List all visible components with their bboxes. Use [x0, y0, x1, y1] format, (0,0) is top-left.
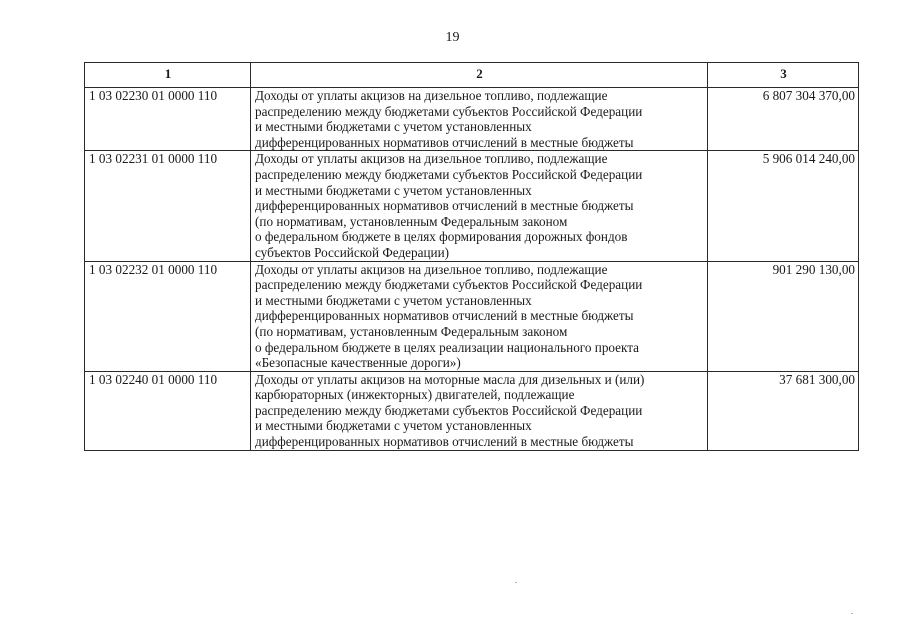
budget-code: 1 03 02240 01 0000 110	[85, 371, 251, 450]
revenue-description	[251, 261, 708, 371]
budget-code: 1 03 02231 01 0000 110	[85, 151, 251, 261]
description-line: карбюраторных (инжекторных) двигателей, подлежащие	[255, 387, 575, 403]
description-line: Доходы от уплаты акцизов на дизельное топливо, подлежащие	[255, 151, 608, 167]
description-line: и местными бюджетами с учетом установленных	[255, 418, 532, 434]
description-line: дифференцированных нормативов отчислений в местные бюджеты	[255, 308, 634, 324]
description-line: Доходы от уплаты акцизов на моторные масла для дизельных и (или)	[255, 371, 645, 387]
revenue-amount: 6 807 304 370,00	[708, 88, 859, 151]
revenue-amount: 5 906 014 240,00	[708, 151, 859, 261]
description-line: «Безопасные качественные дороги»)	[255, 355, 461, 371]
revenue-description	[251, 151, 708, 261]
description-line: о федеральном бюджете в целях реализации национального проекта	[255, 339, 640, 355]
description-line: дифференцированных нормативов отчислений в местные бюджеты	[255, 134, 634, 150]
description-line: (по нормативам, установленным Федеральным законом	[255, 323, 568, 339]
budget-code: 1 03 02232 01 0000 110	[85, 261, 251, 371]
revenue-description	[251, 371, 708, 450]
description-line: и местными бюджетами с учетом установленных	[255, 292, 532, 308]
column-header-1: 1	[85, 63, 251, 88]
column-header-3: 3	[708, 63, 859, 88]
description-line: о федеральном бюджете в целях формирования дорожных фондов	[255, 229, 628, 245]
budget-revenue-table	[84, 62, 859, 451]
table-row	[85, 88, 859, 151]
description-line: и местными бюджетами с учетом установленных	[255, 182, 532, 198]
column-header-2: 2	[251, 63, 708, 88]
revenue-description	[251, 88, 708, 151]
description-line: дифференцированных нормативов отчислений в местные бюджеты	[255, 198, 634, 214]
revenue-amount: 37 681 300,00	[708, 371, 859, 450]
description-line: распределению между бюджетами субъектов Российской Федерации	[255, 402, 643, 418]
table-row	[85, 261, 859, 371]
table-row	[85, 151, 859, 261]
table-header-row	[85, 63, 859, 88]
budget-code: 1 03 02230 01 0000 110	[85, 88, 251, 151]
description-line: дифференцированных нормативов отчислений в местные бюджеты	[255, 434, 634, 450]
table-row	[85, 371, 859, 450]
revenue-amount: 901 290 130,00	[708, 261, 859, 371]
description-line: (по нормативам, установленным Федеральным законом	[255, 213, 568, 229]
description-line: и местными бюджетами с учетом установленных	[255, 119, 532, 135]
description-line: распределению между бюджетами субъектов Российской Федерации	[255, 166, 643, 182]
description-line: распределению между бюджетами субъектов Российской Федерации	[255, 277, 643, 293]
scan-speck	[851, 613, 853, 614]
page-number: 19	[445, 30, 460, 45]
description-line: субъектов Российской Федерации)	[255, 244, 450, 260]
description-line: распределению между бюджетами субъектов Российской Федерации	[255, 103, 643, 119]
description-line: Доходы от уплаты акцизов на дизельное топливо, подлежащие	[255, 88, 608, 103]
description-line: Доходы от уплаты акцизов на дизельное топливо, подлежащие	[255, 261, 608, 277]
scan-speck	[515, 582, 517, 583]
